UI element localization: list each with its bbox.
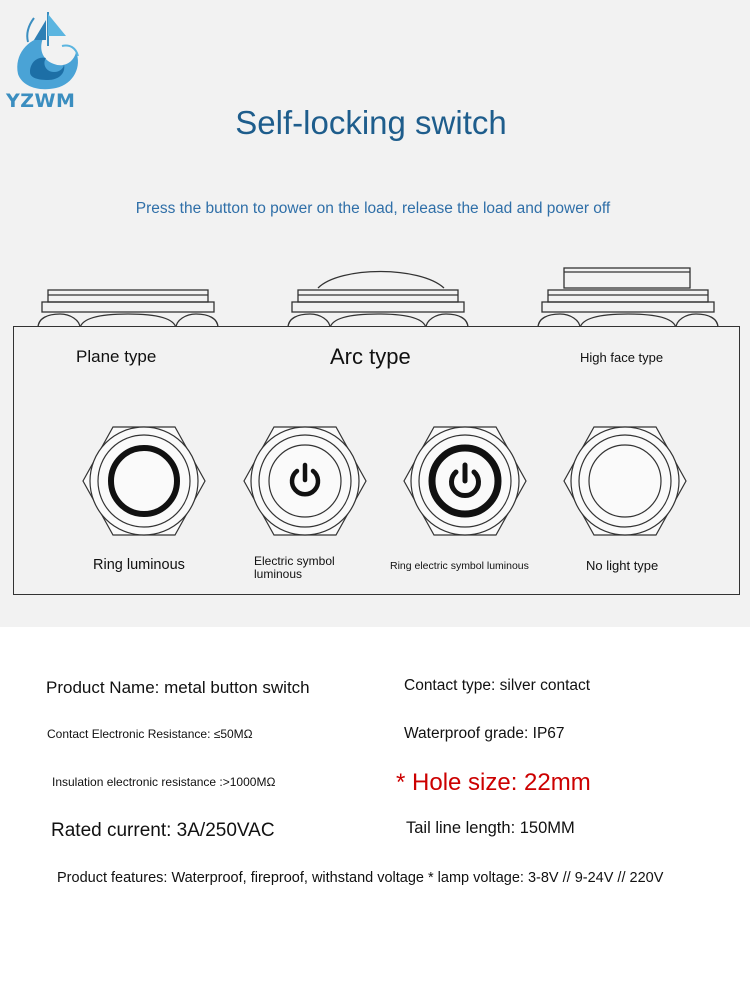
high-face-profile-icon — [538, 268, 718, 328]
plain-button-icon — [562, 425, 688, 537]
spec-rated-current: Rated current: 3A/250VAC — [51, 820, 275, 841]
page-subtitle: Press the button to power on the load, release the load and power off — [135, 200, 611, 217]
spec-features: Product features: Waterproof, fireproof, withstand voltage * lamp voltage: 3-8V // 9-24V // 220V — [57, 870, 664, 886]
no-light-label: No light type — [586, 558, 659, 573]
head-profiles — [0, 262, 750, 330]
ring-power-symbol-icon — [402, 425, 528, 537]
ring-icon — [81, 425, 207, 537]
electric-symbol-label: Electric symbol luminous — [254, 554, 335, 582]
arc-type-label: Arc type — [330, 344, 411, 369]
spec-contact-type: Contact type: silver contact — [404, 677, 591, 694]
spec-contact-resistance: Contact Electronic Resistance: ≤50MΩ — [47, 727, 253, 741]
spec-hole-size: * Hole size: 22mm — [396, 769, 591, 796]
brand-logo-text: YZWM — [6, 90, 76, 112]
power-symbol-icon — [242, 425, 368, 537]
ring-luminous-label: Ring luminous — [93, 557, 185, 573]
arc-profile-icon — [288, 272, 468, 329]
page-title: Self-locking switch — [235, 104, 507, 141]
types-panel — [13, 326, 740, 595]
plane-profile-icon — [38, 290, 218, 328]
spec-product-name: Product Name: metal button switch — [46, 678, 310, 697]
high-face-type-label: High face type — [580, 350, 664, 365]
spec-insulation: Insulation electronic resistance :>1000MΩ — [52, 775, 276, 789]
spec-waterproof: Waterproof grade: IP67 — [404, 725, 565, 742]
spec-tail-line: Tail line length: 150MM — [406, 819, 575, 837]
ring-electric-symbol-label: Ring electric symbol luminous — [390, 560, 529, 572]
plane-type-label: Plane type — [76, 347, 157, 366]
